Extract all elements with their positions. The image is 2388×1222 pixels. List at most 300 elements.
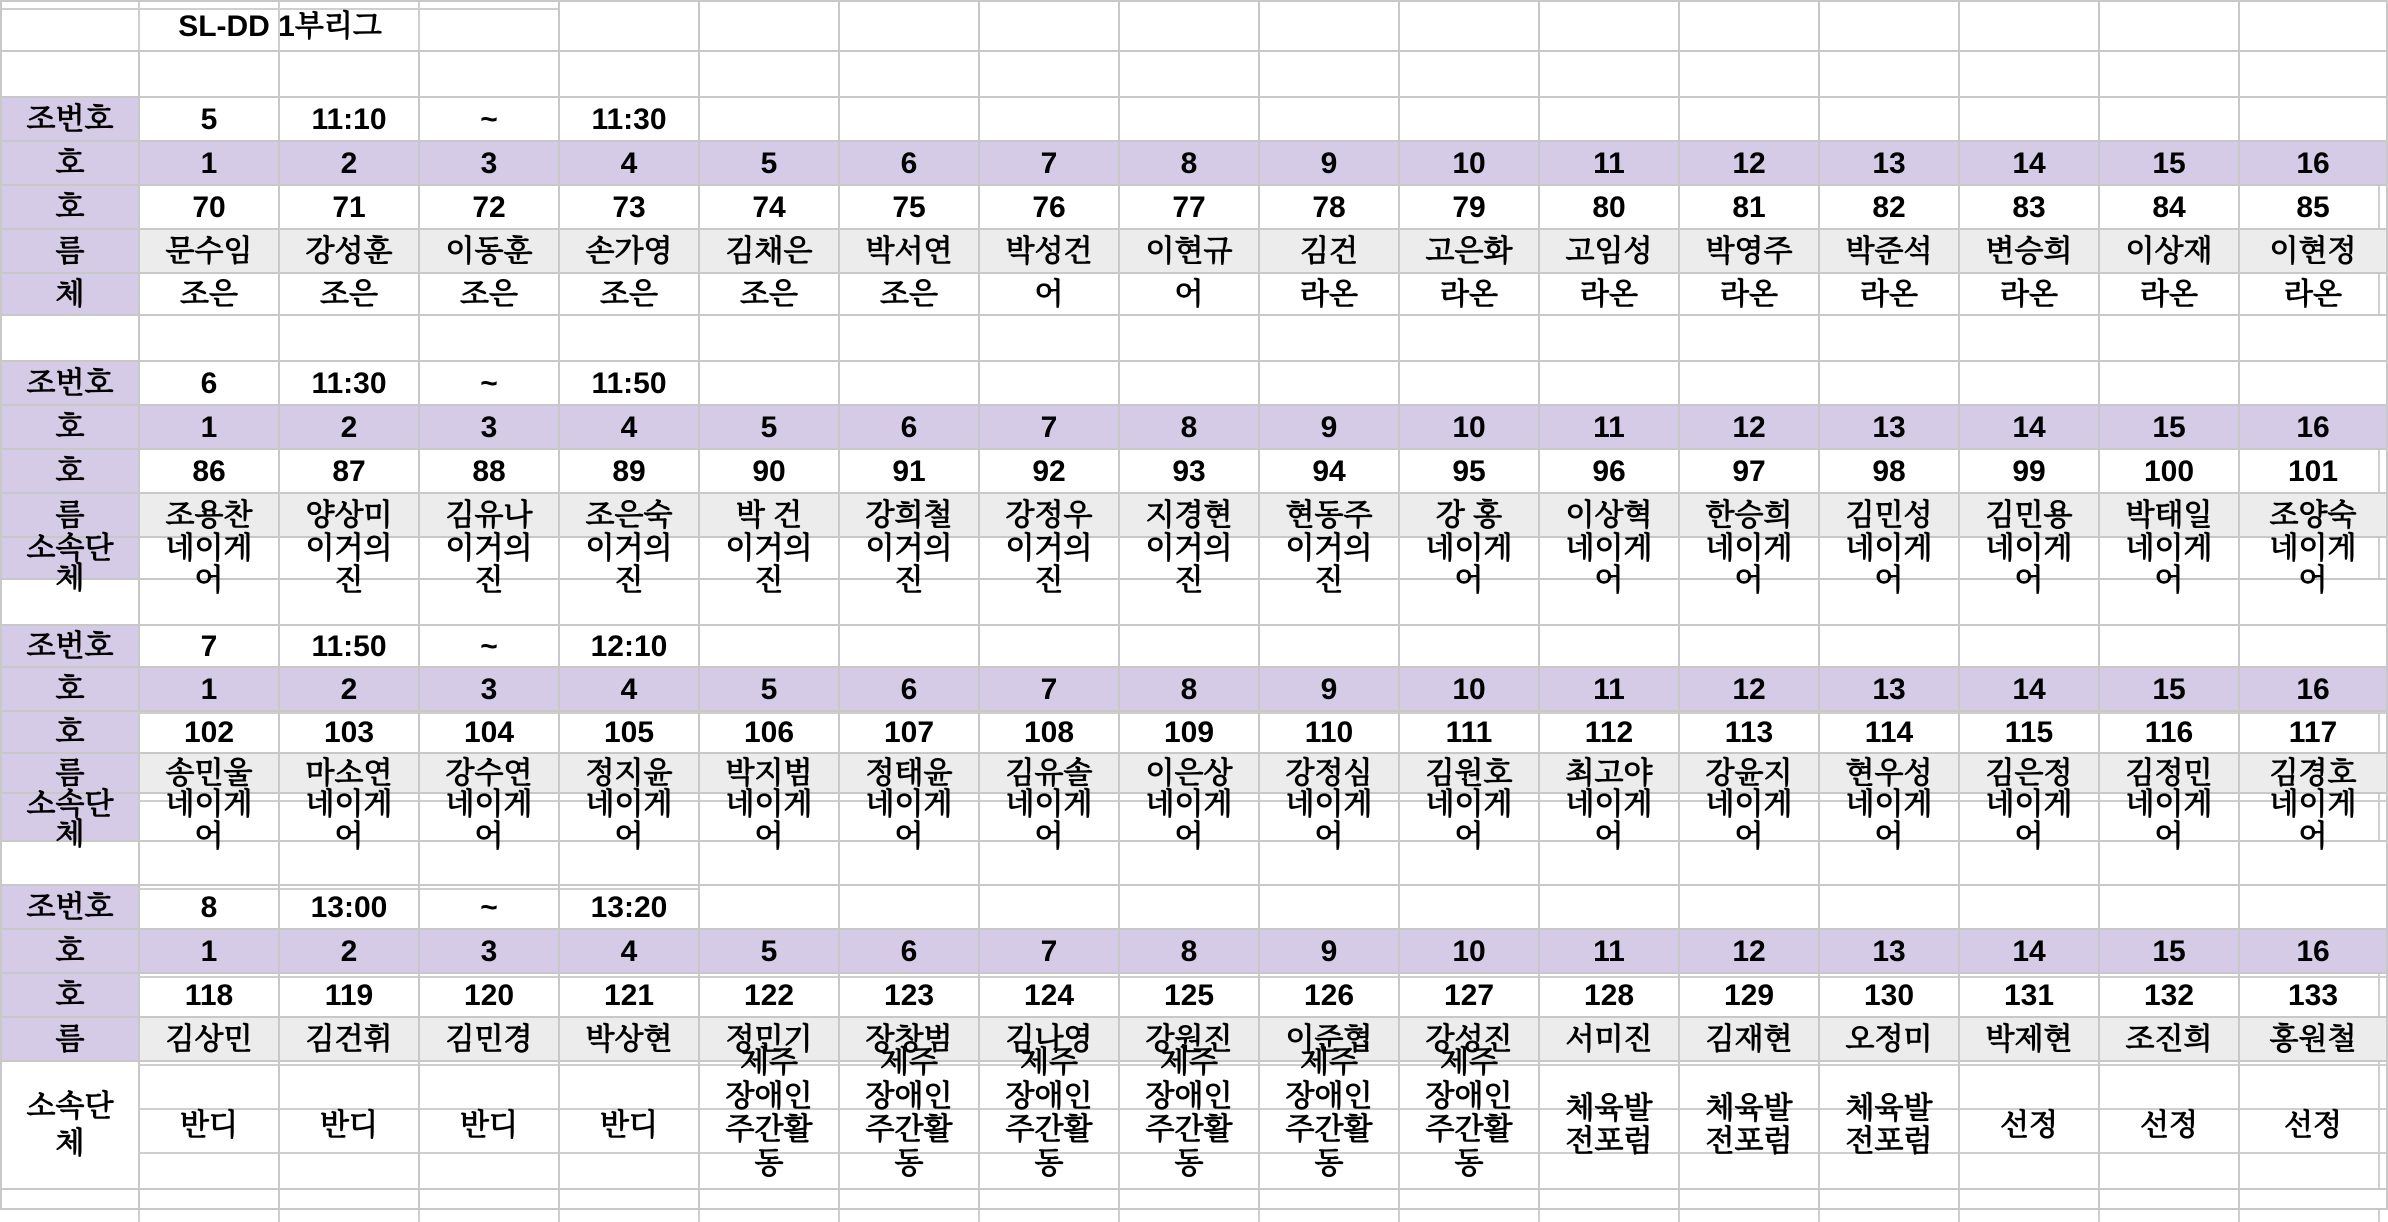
team-cell[interactable]: 조은: [419, 273, 559, 315]
group-start-time[interactable]: 11:10: [279, 97, 419, 141]
team-cell[interactable]: 반디: [559, 1061, 699, 1189]
bib-cell[interactable]: 94: [1259, 449, 1399, 493]
cell[interactable]: [559, 1, 699, 51]
team-cell[interactable]: 라온: [1539, 273, 1679, 315]
name-cell[interactable]: 강성훈: [279, 229, 419, 273]
team-cell[interactable]: 체육발 전포럼: [1819, 1061, 1959, 1189]
cell[interactable]: [699, 1, 839, 51]
cell[interactable]: [1399, 1189, 1539, 1209]
team-cell[interactable]: 라온: [1679, 273, 1819, 315]
name-label[interactable]: 름: [1, 1017, 139, 1061]
bib-cell[interactable]: 87: [279, 449, 419, 493]
bib-cell[interactable]: 100: [2099, 449, 2239, 493]
team-cell[interactable]: 조은: [559, 273, 699, 315]
name-cell[interactable]: 조양숙: [2239, 493, 2387, 537]
cell[interactable]: [1959, 315, 2099, 361]
name-cell[interactable]: 한승희: [1679, 493, 1819, 537]
name-cell[interactable]: 김민성: [1819, 493, 1959, 537]
cell[interactable]: [979, 97, 1119, 141]
bib-cell[interactable]: 108: [979, 711, 1119, 753]
name-cell[interactable]: 강원진: [1119, 1017, 1259, 1061]
cell[interactable]: [1399, 1, 1539, 51]
team-cell[interactable]: [839, 1046, 979, 1189]
cell[interactable]: [1539, 51, 1679, 97]
order-cell[interactable]: 2: [279, 929, 419, 973]
bib-cell[interactable]: 84: [2099, 185, 2239, 229]
group-time-separator[interactable]: ~: [419, 625, 559, 667]
name-cell[interactable]: 이상혁: [1539, 493, 1679, 537]
name-cell[interactable]: 김채은: [699, 229, 839, 273]
name-cell[interactable]: 강정우: [979, 493, 1119, 537]
name-cell[interactable]: 김민경: [419, 1017, 559, 1061]
cell[interactable]: [839, 885, 979, 929]
team-cell[interactable]: [1119, 788, 1259, 853]
order-cell[interactable]: 12: [1679, 667, 1819, 711]
cell[interactable]: [1259, 97, 1399, 141]
bib-cell[interactable]: 115: [1959, 711, 2099, 753]
bib-cell[interactable]: 103: [279, 711, 419, 753]
cell[interactable]: [1679, 361, 1819, 405]
cell[interactable]: [1539, 315, 1679, 361]
order-cell[interactable]: 1: [139, 405, 279, 449]
bib-cell[interactable]: 86: [139, 449, 279, 493]
cell[interactable]: [1119, 361, 1259, 405]
cell[interactable]: [1959, 51, 2099, 97]
bib-cell[interactable]: 92: [979, 449, 1119, 493]
bib-label[interactable]: 호: [1, 711, 139, 753]
bib-cell[interactable]: 133: [2239, 973, 2387, 1017]
team-cell[interactable]: 조은: [279, 273, 419, 315]
cell[interactable]: [2239, 1189, 2387, 1209]
name-cell[interactable]: 정태윤: [839, 753, 979, 793]
bib-label[interactable]: 호: [1, 449, 139, 493]
cell[interactable]: [699, 361, 839, 405]
name-cell[interactable]: 서미진: [1539, 1017, 1679, 1061]
bib-cell[interactable]: 80: [1539, 185, 1679, 229]
team-cell[interactable]: [699, 1046, 839, 1189]
order-cell[interactable]: 6: [839, 141, 979, 185]
cell[interactable]: [839, 97, 979, 141]
team-label[interactable]: 소속단 체: [1, 1061, 139, 1189]
bib-cell[interactable]: 109: [1119, 711, 1259, 753]
name-cell[interactable]: 마소연: [279, 753, 419, 793]
order-cell[interactable]: 8: [1119, 405, 1259, 449]
cell[interactable]: [1819, 361, 1959, 405]
team-cell[interactable]: 조은: [839, 273, 979, 315]
cell[interactable]: [2099, 51, 2239, 97]
cell[interactable]: [1399, 625, 1539, 667]
order-cell[interactable]: 16: [2239, 929, 2387, 973]
order-cell[interactable]: 6: [839, 929, 979, 973]
cell[interactable]: [2239, 315, 2387, 361]
order-cell[interactable]: 9: [1259, 667, 1399, 711]
cell[interactable]: [1399, 885, 1539, 929]
order-cell[interactable]: 7: [979, 405, 1119, 449]
team-label[interactable]: 체: [1, 273, 139, 315]
name-cell[interactable]: 현동주: [1259, 493, 1399, 537]
order-cell[interactable]: 2: [279, 405, 419, 449]
bib-cell[interactable]: 75: [839, 185, 979, 229]
name-cell[interactable]: 박준석: [1819, 229, 1959, 273]
name-cell[interactable]: 강정심: [1259, 753, 1399, 793]
order-cell[interactable]: 9: [1259, 141, 1399, 185]
cell[interactable]: [279, 315, 419, 361]
cell[interactable]: [1679, 51, 1819, 97]
team-cell[interactable]: [1959, 532, 2099, 597]
team-cell[interactable]: [419, 532, 559, 597]
cell[interactable]: [1959, 625, 2099, 667]
cell[interactable]: [2099, 315, 2239, 361]
team-cell[interactable]: [699, 532, 839, 597]
order-label[interactable]: 호: [1, 405, 139, 449]
order-cell[interactable]: 14: [1959, 929, 2099, 973]
name-cell[interactable]: 박상현: [559, 1017, 699, 1061]
team-cell[interactable]: [1679, 788, 1819, 853]
name-cell[interactable]: 홍원철: [2239, 1017, 2387, 1061]
cell[interactable]: [2239, 51, 2387, 97]
team-cell[interactable]: 라온: [1259, 273, 1399, 315]
cell[interactable]: [2239, 97, 2387, 141]
name-cell[interactable]: 이현규: [1119, 229, 1259, 273]
bib-cell[interactable]: 111: [1399, 711, 1539, 753]
team-cell[interactable]: [419, 788, 559, 853]
cell[interactable]: [559, 51, 699, 97]
order-cell[interactable]: 9: [1259, 405, 1399, 449]
cell[interactable]: [1259, 885, 1399, 929]
cell[interactable]: [839, 1189, 979, 1209]
name-cell[interactable]: 김유나: [419, 493, 559, 537]
team-cell[interactable]: 체육발 전포럼: [1539, 1061, 1679, 1189]
bib-cell[interactable]: 110: [1259, 711, 1399, 753]
bib-cell[interactable]: 105: [559, 711, 699, 753]
team-cell[interactable]: 어: [1119, 273, 1259, 315]
order-cell[interactable]: 2: [279, 141, 419, 185]
group-end-time[interactable]: 13:20: [559, 885, 699, 929]
bib-cell[interactable]: 91: [839, 449, 979, 493]
name-label[interactable]: 름: [1, 753, 139, 793]
cell[interactable]: [1679, 315, 1819, 361]
bib-cell[interactable]: 98: [1819, 449, 1959, 493]
order-cell[interactable]: 9: [1259, 929, 1399, 973]
team-cell[interactable]: [2239, 532, 2387, 597]
cell[interactable]: [979, 625, 1119, 667]
name-cell[interactable]: 현우성: [1819, 753, 1959, 793]
order-cell[interactable]: 15: [2099, 667, 2239, 711]
bib-cell[interactable]: 77: [1119, 185, 1259, 229]
name-cell[interactable]: 조진희: [2099, 1017, 2239, 1061]
bib-cell[interactable]: 132: [2099, 973, 2239, 1017]
bib-cell[interactable]: 117: [2239, 711, 2387, 753]
cell[interactable]: [1119, 51, 1259, 97]
order-cell[interactable]: 6: [839, 667, 979, 711]
order-cell[interactable]: 6: [839, 405, 979, 449]
group-end-time[interactable]: 11:50: [559, 361, 699, 405]
team-cell[interactable]: 라온: [1819, 273, 1959, 315]
bib-cell[interactable]: 112: [1539, 711, 1679, 753]
team-cell[interactable]: [1119, 532, 1259, 597]
bib-cell[interactable]: 125: [1119, 973, 1259, 1017]
cell[interactable]: [139, 1189, 279, 1209]
group-start-time[interactable]: 11:30: [279, 361, 419, 405]
order-cell[interactable]: 5: [699, 929, 839, 973]
name-label[interactable]: 름: [1, 493, 139, 537]
cell[interactable]: [979, 315, 1119, 361]
cell[interactable]: [1679, 97, 1819, 141]
cell[interactable]: [1819, 1, 1959, 51]
team-cell[interactable]: [1259, 532, 1399, 597]
bib-cell[interactable]: 102: [139, 711, 279, 753]
bib-cell[interactable]: 123: [839, 973, 979, 1017]
order-cell[interactable]: 14: [1959, 405, 2099, 449]
bib-cell[interactable]: 101: [2239, 449, 2387, 493]
cell[interactable]: [1119, 1189, 1259, 1209]
bib-cell[interactable]: 114: [1819, 711, 1959, 753]
team-cell[interactable]: 반디: [419, 1061, 559, 1189]
bib-cell[interactable]: 131: [1959, 973, 2099, 1017]
cell[interactable]: [699, 97, 839, 141]
team-cell[interactable]: [1539, 532, 1679, 597]
cell[interactable]: [419, 1189, 559, 1209]
team-cell[interactable]: 라온: [2099, 273, 2239, 315]
cell[interactable]: [699, 315, 839, 361]
order-cell[interactable]: 5: [699, 141, 839, 185]
bib-cell[interactable]: 83: [1959, 185, 2099, 229]
team-cell[interactable]: [979, 1046, 1119, 1189]
name-cell[interactable]: 조용찬: [139, 493, 279, 537]
cell[interactable]: [699, 51, 839, 97]
sheet-title[interactable]: SL-DD 1부리그: [1, 1, 559, 51]
group-start-time[interactable]: 11:50: [279, 625, 419, 667]
team-cell[interactable]: 라온: [1399, 273, 1539, 315]
name-cell[interactable]: 김민용: [1959, 493, 2099, 537]
bib-cell[interactable]: 106: [699, 711, 839, 753]
cell[interactable]: [1679, 885, 1819, 929]
cell[interactable]: [1399, 315, 1539, 361]
order-cell[interactable]: 8: [1119, 929, 1259, 973]
name-cell[interactable]: 정지윤: [559, 753, 699, 793]
bib-cell[interactable]: 90: [699, 449, 839, 493]
order-cell[interactable]: 15: [2099, 929, 2239, 973]
team-cell[interactable]: 체육발 전포럼: [1679, 1061, 1819, 1189]
order-cell[interactable]: 13: [1819, 929, 1959, 973]
order-cell[interactable]: 7: [979, 667, 1119, 711]
order-cell[interactable]: 4: [559, 405, 699, 449]
name-cell[interactable]: 이현정: [2239, 229, 2387, 273]
team-cell[interactable]: [139, 532, 279, 597]
order-cell[interactable]: 16: [2239, 141, 2387, 185]
cell[interactable]: [279, 1189, 419, 1209]
cell[interactable]: [139, 51, 279, 97]
group-time-separator[interactable]: ~: [419, 885, 559, 929]
bib-cell[interactable]: 95: [1399, 449, 1539, 493]
order-cell[interactable]: 3: [419, 667, 559, 711]
cell[interactable]: [1959, 361, 2099, 405]
cell[interactable]: [419, 315, 559, 361]
order-label[interactable]: 호: [1, 929, 139, 973]
team-cell[interactable]: 어: [979, 273, 1119, 315]
cell[interactable]: [1539, 885, 1679, 929]
bib-cell[interactable]: 99: [1959, 449, 2099, 493]
team-label[interactable]: [1, 532, 139, 595]
cell[interactable]: [2099, 361, 2239, 405]
bib-cell[interactable]: 78: [1259, 185, 1399, 229]
cell[interactable]: [1259, 51, 1399, 97]
name-cell[interactable]: 고은화: [1399, 229, 1539, 273]
team-cell[interactable]: [979, 532, 1119, 597]
team-cell[interactable]: [279, 788, 419, 853]
order-cell[interactable]: 15: [2099, 141, 2239, 185]
name-cell[interactable]: 양상미: [279, 493, 419, 537]
team-cell[interactable]: [1399, 532, 1539, 597]
bib-cell[interactable]: 97: [1679, 449, 1819, 493]
name-cell[interactable]: 송민울: [139, 753, 279, 793]
team-cell[interactable]: [2099, 532, 2239, 597]
team-cell[interactable]: 라온: [1959, 273, 2099, 315]
name-cell[interactable]: 강 홍: [1399, 493, 1539, 537]
bib-cell[interactable]: 89: [559, 449, 699, 493]
team-cell[interactable]: [1399, 1046, 1539, 1189]
order-cell[interactable]: 4: [559, 667, 699, 711]
group-number-label[interactable]: 조번호: [1, 885, 139, 929]
cell[interactable]: [1539, 625, 1679, 667]
cell[interactable]: [1959, 1, 2099, 51]
name-cell[interactable]: 강윤지: [1679, 753, 1819, 793]
name-cell[interactable]: 박 건: [699, 493, 839, 537]
cell[interactable]: [2099, 1189, 2239, 1209]
team-cell[interactable]: [1679, 532, 1819, 597]
order-cell[interactable]: 4: [559, 929, 699, 973]
bib-cell[interactable]: 74: [699, 185, 839, 229]
cell[interactable]: [419, 51, 559, 97]
name-cell[interactable]: 장창범: [839, 1017, 979, 1061]
cell[interactable]: [839, 625, 979, 667]
name-cell[interactable]: 오정미: [1819, 1017, 1959, 1061]
cell[interactable]: [2239, 625, 2387, 667]
order-label[interactable]: 호: [1, 141, 139, 185]
cell[interactable]: [839, 1, 979, 51]
bib-cell[interactable]: 71: [279, 185, 419, 229]
team-cell[interactable]: [1119, 1046, 1259, 1189]
cell[interactable]: [279, 51, 419, 97]
bib-cell[interactable]: 93: [1119, 449, 1259, 493]
name-cell[interactable]: 김나영: [979, 1017, 1119, 1061]
cell[interactable]: [1119, 97, 1259, 141]
team-cell[interactable]: 라온: [2239, 273, 2387, 315]
cell[interactable]: [699, 885, 839, 929]
bib-cell[interactable]: 73: [559, 185, 699, 229]
name-cell[interactable]: 박영주: [1679, 229, 1819, 273]
bib-cell[interactable]: 119: [279, 973, 419, 1017]
team-cell[interactable]: [279, 532, 419, 597]
cell[interactable]: [1819, 97, 1959, 141]
cell[interactable]: [2099, 97, 2239, 141]
bib-cell[interactable]: 70: [139, 185, 279, 229]
order-cell[interactable]: 13: [1819, 667, 1959, 711]
name-cell[interactable]: 문수임: [139, 229, 279, 273]
order-cell[interactable]: 11: [1539, 405, 1679, 449]
order-cell[interactable]: 4: [559, 141, 699, 185]
group-end-time[interactable]: 12:10: [559, 625, 699, 667]
bib-cell[interactable]: 96: [1539, 449, 1679, 493]
cell[interactable]: [699, 625, 839, 667]
cell[interactable]: [1119, 1, 1259, 51]
order-cell[interactable]: 10: [1399, 667, 1539, 711]
bib-cell[interactable]: 120: [419, 973, 559, 1017]
team-cell[interactable]: [2239, 788, 2387, 853]
bib-cell[interactable]: 118: [139, 973, 279, 1017]
cell[interactable]: [1819, 51, 1959, 97]
group-time-separator[interactable]: ~: [419, 97, 559, 141]
order-cell[interactable]: 15: [2099, 405, 2239, 449]
order-cell[interactable]: 5: [699, 405, 839, 449]
name-cell[interactable]: 조은숙: [559, 493, 699, 537]
order-cell[interactable]: 10: [1399, 405, 1539, 449]
cell[interactable]: [839, 361, 979, 405]
name-cell[interactable]: 김정민: [2099, 753, 2239, 793]
cell[interactable]: [979, 1189, 1119, 1209]
name-cell[interactable]: 고임성: [1539, 229, 1679, 273]
order-cell[interactable]: 1: [139, 141, 279, 185]
bib-cell[interactable]: 116: [2099, 711, 2239, 753]
team-cell[interactable]: [2099, 788, 2239, 853]
order-cell[interactable]: 12: [1679, 141, 1819, 185]
order-cell[interactable]: 3: [419, 405, 559, 449]
cell[interactable]: [1959, 885, 2099, 929]
cell[interactable]: [1259, 361, 1399, 405]
order-cell[interactable]: 14: [1959, 141, 2099, 185]
group-end-time[interactable]: 11:30: [559, 97, 699, 141]
order-cell[interactable]: 13: [1819, 405, 1959, 449]
bib-cell[interactable]: 126: [1259, 973, 1399, 1017]
cell[interactable]: [1259, 625, 1399, 667]
cell[interactable]: [1539, 1189, 1679, 1209]
cell[interactable]: [1119, 625, 1259, 667]
team-cell[interactable]: [1819, 788, 1959, 853]
order-cell[interactable]: 3: [419, 141, 559, 185]
name-cell[interactable]: 이준협: [1259, 1017, 1399, 1061]
cell[interactable]: [2099, 885, 2239, 929]
order-cell[interactable]: 11: [1539, 929, 1679, 973]
cell[interactable]: [979, 1, 1119, 51]
bib-cell[interactable]: 128: [1539, 973, 1679, 1017]
team-cell[interactable]: [1539, 788, 1679, 853]
group-number-value[interactable]: 8: [139, 885, 279, 929]
bib-cell[interactable]: 130: [1819, 973, 1959, 1017]
order-cell[interactable]: 1: [139, 929, 279, 973]
cell[interactable]: [2099, 625, 2239, 667]
cell[interactable]: [1679, 625, 1819, 667]
order-cell[interactable]: 3: [419, 929, 559, 973]
order-cell[interactable]: 11: [1539, 141, 1679, 185]
name-cell[interactable]: 김건: [1259, 229, 1399, 273]
bib-cell[interactable]: 82: [1819, 185, 1959, 229]
name-cell[interactable]: 김유솔: [979, 753, 1119, 793]
group-number-label[interactable]: 조번호: [1, 361, 139, 405]
name-cell[interactable]: 김은정: [1959, 753, 2099, 793]
cell[interactable]: [1259, 1, 1399, 51]
bib-cell[interactable]: 124: [979, 973, 1119, 1017]
name-cell[interactable]: 박서연: [839, 229, 979, 273]
order-cell[interactable]: 7: [979, 141, 1119, 185]
cell[interactable]: [2099, 1, 2239, 51]
order-cell[interactable]: 16: [2239, 405, 2387, 449]
bib-label[interactable]: 호: [1, 185, 139, 229]
bib-cell[interactable]: 72: [419, 185, 559, 229]
bib-cell[interactable]: 121: [559, 973, 699, 1017]
team-cell[interactable]: [839, 532, 979, 597]
cell[interactable]: [1819, 1189, 1959, 1209]
cell[interactable]: [1819, 885, 1959, 929]
